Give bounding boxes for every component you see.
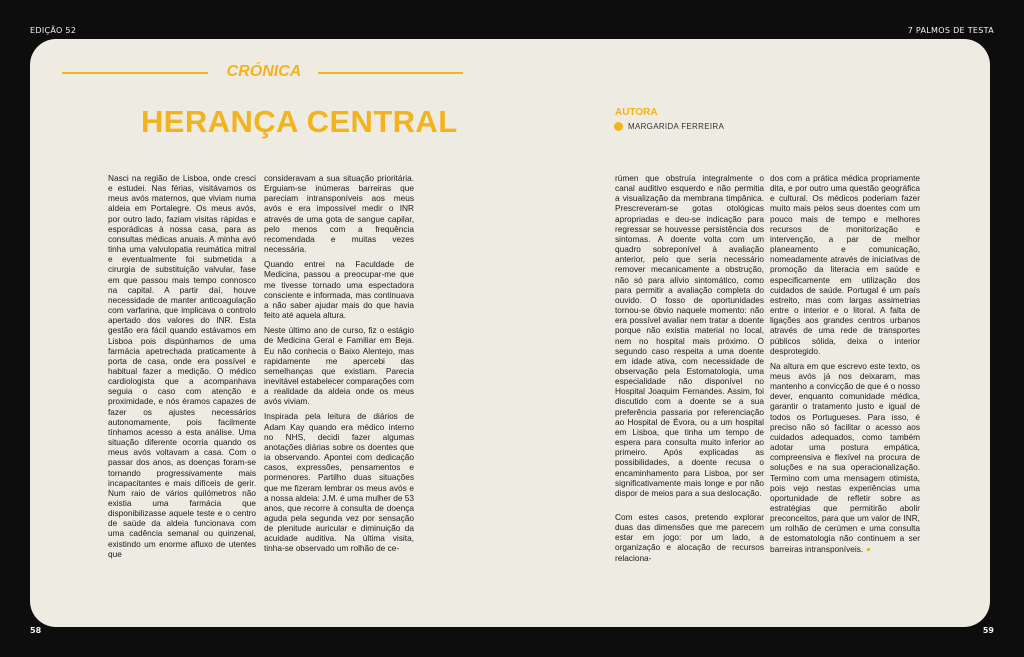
end-mark-icon: [867, 548, 870, 551]
text-column-3: [615, 173, 764, 568]
text-column-1: [108, 173, 256, 564]
issue-label: EDIÇÃO 52: [30, 26, 77, 35]
author-name: MARGARIDA FERREIRA: [628, 122, 725, 131]
author-bullet-icon: [614, 122, 623, 131]
paragraph: Inspirada pela leitura de diários de Adam Kay quando era médico interno no NHS, decidi fazer algumas anotações diárias sobre os doentes que ia observando. Apontei com dedicação casos, expressões, pensamentos e pormenores. Partilho duas situações que me fizeram lembrar os meus avós e a nossa aldeia: J.M. é uma mulher de 53 anos, que recorre à consulta de doença aguda pela segunda vez por sensação de plenitude auricular e diminuição da acuidade auditiva. Na última visita, tinha-se observado um rolhão de ce-: [264, 411, 414, 554]
paragraph: consideravam a sua situação prioritária. Erguiam-se inúmeras barreiras que pareciam intransponíveis aos meus avós e era impossível medir o INR através de uma gota de sangue capilar, pelo menos com a frequência recomendada e muitas vezes necessária.: [264, 173, 414, 255]
section-rule-right: [318, 72, 463, 74]
section-rule-left: [62, 72, 208, 74]
text-column-4: [770, 173, 920, 554]
article-title: HERANÇA CENTRAL: [141, 104, 458, 139]
page-number-left: 58: [30, 626, 42, 635]
paragraph: Na altura em que escrevo este texto, os meus avós já nos deixaram, mas mantenho a convicção de que é o nosso dever, enquanto comunidade médica, garantir o tratamento justo e igual de todos os Portugueses. Para isso, é preciso não só facilitar o acesso aos cuidados adequados, como também adotar uma postura empática, compreensiva e flexível na procura de soluções e na sua operacionalização. Termino com uma mensagem otimista, pois vejo nestas experiências uma oportunidade de refletir sobre as estratégias que permitirão abolir preconceitos, para que um valor de INR, um rolhão de cerúmen e uma consulta de estomatologia não continuem a ser barreiras intransponíveis.: [770, 360, 920, 554]
paragraph: Quando entrei na Faculdade de Medicina, passou a preocupar-me que me tivesse tornado uma espectadora consciente e informada, mas continuava a não saber ajudar mais do que havia feito até aquela altura.: [264, 259, 414, 321]
paragraph: Nasci na região de Lisboa, onde cresci e estudei. Nas férias, visitávamos os meus avós maternos, que viviam numa aldeia em Portalegre. Os meus avós, por outro lado, faziam visitas rápidas e esporádicas à nossa casa, para as consultas médicas anuais. A minha avó tinha uma valvulopatia reumática mitral e eventualmente foi submetida a cirurgia de substituição valvular, fase em que passou mais tempo connosco na capital. A partir daí, houve necessidade de manter anticoagulação com varfarina, que implicava o controlo apertado dos valores do INR. Esta gestão era fácil quando estávamos em Lisboa pois dispúnhamos de uma farmácia apetrechada praticamente à porta de casa, onde era possível e habitual fazer a medição. O médico cardiologista que a acompanhava seguia o caso com atenção e proximidade, e nós éramos capazes de fazer os ajustes necessários autonomamente, pois facilmente tínhamos acesso a esta análise. Uma situação diferente ocorria quando os meus avós voltavam a casa. Com o passar dos anos, as doenças foram-se tornando progressivamente mais incapacitantes e mais difíceis de gerir. Num raio de vários quilómetros não existia uma farmácia que disponibilizasse aquele teste e o centro de saúde da aldeia funcionava com uma cadência semanal ou quinzenal, existindo um enorme afluxo de utentes que: [108, 173, 256, 559]
paragraph: Neste último ano de curso, fiz o estágio de Medicina Geral e Familiar em Beja. Eu não conhecia o Baixo Alentejo, mas rapidamente me apercebi das semelhanças que existiam. Parecia inevitável estabelecer comparações com a realidade da aldeia onde os meus avós viviam.: [264, 325, 414, 407]
paragraph: dos com a prática médica propriamente dita, e por outro uma questão geográfica e cultural. Os médicos poderiam fazer muito mais pelos seus doentes com um pouco mais de tempo e melhores recursos de monitorização e intervenção, a par de melhor planeamento e comunicação, nomeadamente através de iniciativas de promoção da literacia em saúde e especificamente em utilização dos cuidados de saúde. Portugal é um país estreito, mas com largas assimetrias entre o interior e o litoral. A falta de ligações aos grandes centros urbanos através de uma rede de transportes públicos sólida, deixa o interior desprotegido.: [770, 173, 920, 356]
section-label: CRÓNICA: [226, 63, 302, 80]
magazine-name: 7 PALMOS DE TESTA: [907, 26, 994, 35]
page-number-right: 59: [982, 626, 994, 635]
author-label: AUTORA: [615, 107, 658, 118]
paragraph: Com estes casos, pretendo explorar duas das dimensões que me parecem estar em jogo: por um lado, a organização e alocação de recursos relaciona-: [615, 512, 764, 563]
paragraph: rúmen que obstruía integralmente o canal auditivo esquerdo e não permitia a visualização da membrana timpânica. Prescreveram-se gotas otológicas apropriadas e deu-se indicação para regressar se houvesse persistência dos sintomas. A doente volta com um quadro sobreponível à avaliação anterior, pelo que seria necessário remover mecanicamente a obstrução, não só para alívio sintomático, como para permitir a avaliação completa do ouvido. O fosso de oportunidades tornou-se óbvio naquele momento: não era possível avaliar nem tratar a doente porque não existia material no local, nem no hospital mais próximo. O segundo caso respeita a uma doente em idade ativa, com necessidade de observação pela Estomatologia, uma especialidade não disponível no Hospital Joaquim Fernandes. Assim, foi discutido com a doente se a sua preferência passaria por referenciação ao Hospital de Évora, ou a um hospital em Lisboa, que tinha um tempo de espera para consulta muito inferior ao primeiro. Após explicadas as possibilidades, a doente recusa o encaminhamento para Lisboa, por ser significativamente mais longe e por não dispor de meios para a sua deslocação.: [615, 173, 764, 498]
text-column-2: [264, 173, 414, 559]
